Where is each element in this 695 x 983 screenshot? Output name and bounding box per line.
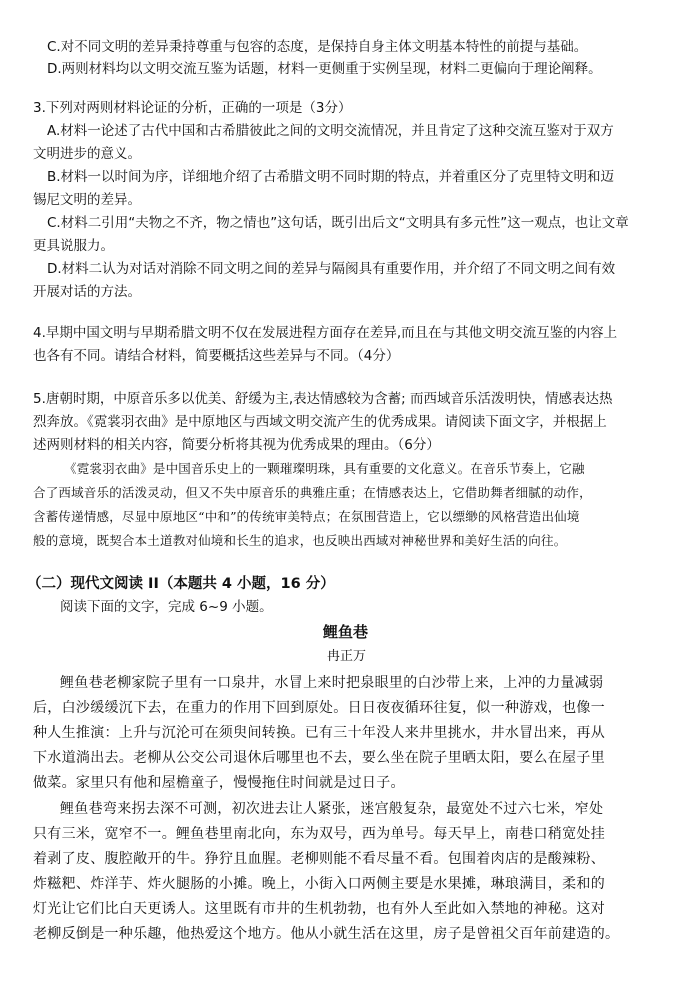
q5-quote-line2: 合了西域音乐的活泼灵动，但又不失中原音乐的典雅庄重；在情感表达上，它借助舞者细腻的动作， [33, 485, 592, 500]
q5-line1: 5.唐朝时期，中原音乐多以优美、舒缓为主,表达情感较为含蓄; 而西域音乐活泼明快，情感表达热 [33, 391, 613, 407]
q4-line1: 4.早期中国文明与早期希腊文明不仅在发展进程方面存在差异,而且在与其他文明交流互鉴的内容上 [33, 325, 618, 341]
q3-stem: 3.下列对两则材料论证的分析，正确的一项是（3分） [33, 100, 352, 116]
story-line: 炸糍粑、炸洋芋、炸火腿肠的小摊。晚上，小街入口两侧主要是水果摊，琳琅满目，柔和的 [33, 876, 605, 892]
story-line: 鲤鱼巷弯来拐去深不可测，初次进去让人紧张，迷宫般复杂，最宽处不过六七米，窄处 [60, 801, 604, 817]
story-line: 灯光让它们比白天更诱人。这里既有市井的生机勃勃，也有外人至此如入禁地的神秘。这对 [33, 901, 605, 917]
q3-option-c-line1: C.材料二引用“夫物之不齐，物之情也”这句话，既引出后文“文明具有多元性”这一观点，也让文章 [47, 215, 629, 231]
q3-option-c-line2: 更具说服力。 [33, 238, 114, 254]
q3-option-a-line1: A.材料一论述了古代中国和古希腊彼此之间的文明交流情况，并且肯定了这种交流互鉴对于双方 [47, 123, 614, 139]
q2-option-c: C.对不同文明的差异秉持尊重与包容的态度，是保持自身主体文明基本特性的前提与基础。 [47, 39, 588, 55]
story-line: 种人生推演：上升与沉沦可在须臾间转换。已有三十年没人来井里挑水，井水冒出来，再从 [33, 725, 605, 741]
q5-line2: 烈奔放。《霓裳羽衣曲》是中原地区与西域文明交流产生的优秀成果。请阅读下面文字，并根据上 [33, 414, 607, 430]
story-line: 只有三米，宽窄不一。鲤鱼巷里南北向，东为双号，西为单号。每天早上，南巷口稍宽处挂 [33, 826, 605, 842]
q4-line2: 也各有不同。请结合材料，简要概括这些差异与不同。（4分） [33, 348, 400, 364]
section-heading: （二）现代文阅读 II（本题共 4 小题，16 分） [27, 576, 335, 592]
q3-option-d-line1: D.材料二认为对话对消除不同文明之间的差异与隔阂具有重要作用，并介绍了不同文明之间有效 [47, 261, 616, 277]
q5-quote-line4: 般的意境，既契合本土道教对仙境和长生的追求，也反映出西域对神秘世界和美好生活的向往。 [33, 533, 567, 548]
section-instruction: 阅读下面的文字，完成 6~9 小题。 [60, 599, 273, 615]
story-line: 鲤鱼巷老柳家院子里有一口泉井，水冒上来时把泉眼里的白沙带上来，上冲的力量减弱 [60, 675, 604, 691]
q3-option-a-line2: 文明进步的意义。 [33, 146, 141, 162]
q5-quote-line1: 《霓裳羽衣曲》是中国音乐史上的一颗璀璨明珠，具有重要的文化意义。在音乐节奏上，它融 [64, 461, 585, 476]
story-author: 冉正万 [327, 649, 367, 664]
q2-option-d: D.两则材料均以文明交流互鉴为话题，材料一更侧重于实例呈现，材料二更偏向于理论阐释。 [47, 61, 602, 77]
story-line: 后，白沙缓缓沉下去，在重力的作用下回到原处。日日夜夜循环往复，似一种游戏，也像一 [33, 700, 605, 716]
q3-option-b-line1: B.材料一以时间为序，详细地介绍了古希腊文明不同时期的特点，并着重区分了克里特文明和迈 [47, 169, 615, 185]
story-line: 做菜。家里只有他和屋檐童子，慢慢拖住时间就是过日子。 [33, 775, 405, 791]
q3-option-d-line2: 开展对话的方法。 [33, 284, 141, 300]
story-line: 下水道淌出去。老柳从公交公司退休后哪里也不去，要么坐在院子里晒太阳，要么在屋子里 [33, 750, 605, 766]
q3-option-b-line2: 锡尼文明的差异。 [33, 192, 141, 208]
q5-quote-line3: 含蓄传递情感，尽显中原地区“中和”的传统审美特点；在氛围营造上，它以缥缈的风格营造出仙境 [33, 509, 580, 524]
q5-line3: 述两则材料的相关内容，简要分析将其视为优秀成果的理由。（6分） [33, 437, 440, 453]
story-line: 着剥了皮、腹腔敞开的牛。狰狞且血腥。老柳则能不看尽量不看。包围着肉店的是酸辣粉、 [33, 851, 605, 867]
story-title: 鲤鱼巷 [323, 623, 369, 641]
story-line: 老柳反倒是一种乐趣，他热爱这个地方。他从小就生活在这里，房子是曾祖父百年前建造的。 [33, 926, 620, 942]
